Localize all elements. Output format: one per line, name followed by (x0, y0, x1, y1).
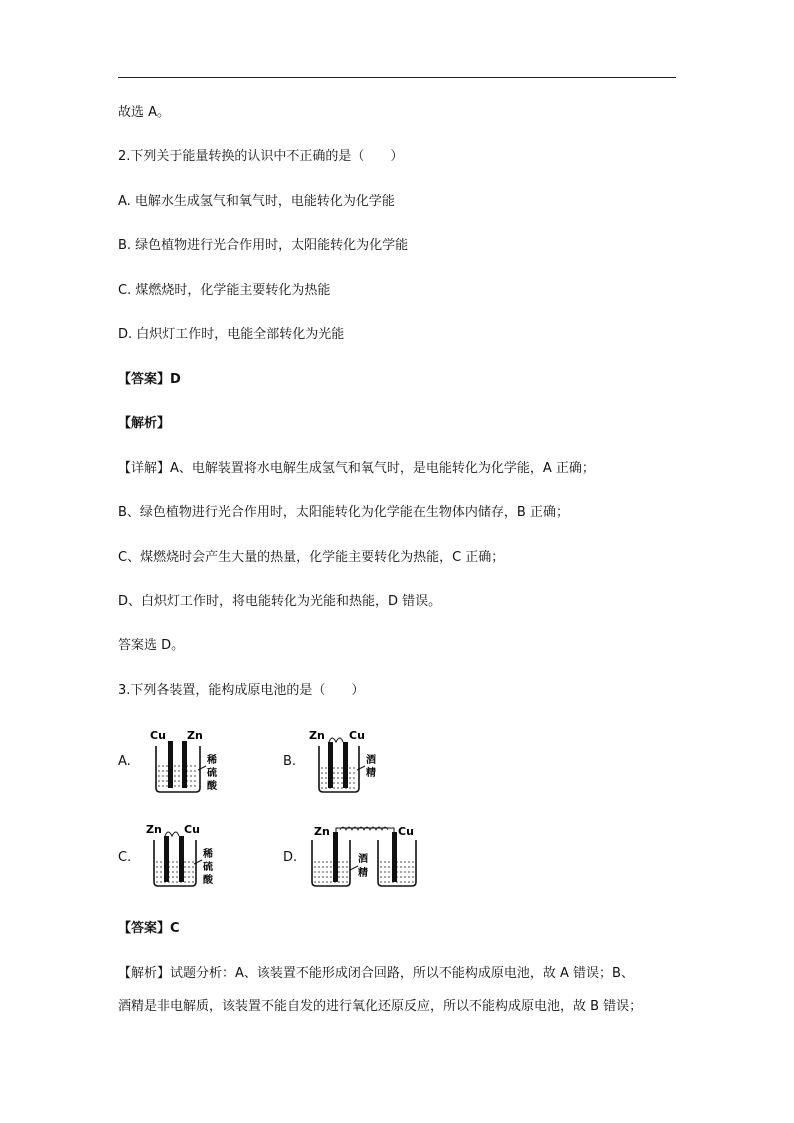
question-3-answer: 【答案】C (118, 921, 180, 936)
figure-c-right-electrode-label: Cu (184, 823, 200, 836)
figure-a-liquid-char-3: 酸 (207, 781, 217, 792)
question-2-stem: 2.下列关于能量转换的认识中不正确的是（ ） (118, 149, 404, 164)
question-2-option-c: C. 煤燃烧时，化学能主要转化为热能 (118, 283, 331, 298)
figure-a-liquid-char-2: 硫 (207, 768, 217, 779)
detail-line-1: 【详解】A、电解装置将水电解生成氢气和氧气时，是电能转化为化学能，A 正确； (118, 461, 595, 476)
question-3-analysis-line-1: 【解析】试题分析：A、该装置不能形成闭合回路，所以不能构成原电池，故 A 错误；B、 (118, 966, 634, 981)
question-2-option-a: A. 电解水生成氢气和氧气时，电能转化为化学能 (118, 194, 395, 209)
figure-b-liquid-char-1: 酒 (366, 755, 376, 766)
figure-a-liquid-char-1: 稀 (207, 755, 217, 766)
figure-a-label: A. (118, 754, 131, 769)
figure-b-liquid-char-2: 精 (366, 768, 376, 779)
detail-line-3: C、煤燃烧时会产生大量的热量，化学能主要转化为热能，C 正确； (118, 550, 505, 565)
figure-a-left-electrode-label: Cu (150, 729, 166, 742)
figure-d-right-electrode-label: Cu (398, 825, 414, 838)
question-2-option-d: D. 白炽灯工作时，电能全部转化为光能 (118, 327, 345, 342)
detail-line-4: D、白炽灯工作时，将电能转化为光能和热能，D 错误。 (118, 594, 442, 609)
figure-c-left-electrode-label: Zn (146, 823, 162, 836)
figure-b-label: B. (283, 754, 297, 769)
figure-b-left-electrode-label: Zn (309, 729, 325, 742)
figure-c-liquid-char-3: 酸 (203, 875, 213, 886)
figure-b-right-electrode-label: Cu (349, 729, 365, 742)
question-2-option-b: B. 绿色植物进行光合作用时，太阳能转化为化学能 (118, 238, 409, 253)
figure-a-right-electrode-label: Zn (187, 729, 203, 742)
question-3-stem: 3.下列各装置，能构成原电池的是（ ） (118, 683, 365, 698)
detail-line-2: B、绿色植物进行光合作用时，太阳能转化为化学能在生物体内储存，B 正确； (118, 505, 569, 520)
figure-d-liquid-char-1: 酒 (358, 854, 368, 865)
question-2-answer: 【答案】D (118, 372, 181, 387)
figure-b-apparatus (309, 728, 389, 798)
header-rule (118, 77, 676, 78)
question-3-analysis-line-2: 酒精是非电解质，该装置不能自发的进行氧化还原反应，所以不能构成原电池，故 B 错误； (118, 999, 643, 1014)
analysis-heading: 【解析】 (118, 416, 171, 431)
figure-d-left-electrode-label: Zn (314, 825, 330, 838)
figure-d-liquid-char-2: 精 (358, 868, 368, 879)
figure-d-apparatus (306, 822, 430, 892)
figure-c-liquid-char-1: 稀 (203, 849, 213, 860)
figure-c-apparatus (146, 822, 226, 892)
figure-c-label: C. (118, 850, 132, 865)
question-2-conclusion: 答案选 D。 (118, 638, 185, 653)
figure-c-liquid-char-2: 硫 (203, 862, 213, 873)
figure-a-apparatus (150, 728, 230, 798)
previous-answer-line: 故选 A。 (118, 105, 171, 120)
figure-d-label: D. (283, 850, 298, 865)
